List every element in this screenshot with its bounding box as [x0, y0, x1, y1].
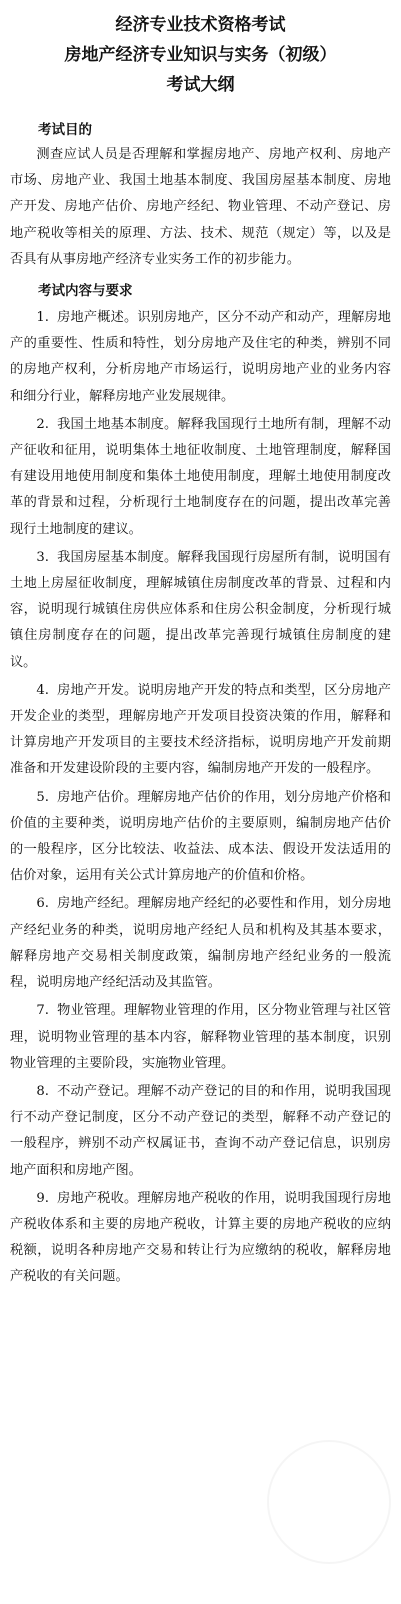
- content-item-4: [10, 678, 391, 783]
- title-line-1: 经济专业技术资格考试: [115, 15, 286, 35]
- item-text: 房地产概述。识别房地产，区分不动产和动产，理解房地产的重要性、性质和特性，划分房地产及住宅的种类，辨别不同的房地产权利，分析房地产市场运行，说明房地产业的业务内容和细分行业，解释房地产业发展规律。: [10, 310, 391, 404]
- content-item-6: [10, 891, 391, 996]
- item-text: 物业管理。理解物业管理的作用，区分物业管理与社区管理，说明物业管理的基本内容，解释物业管理的基本制度，识别物业管理的主要阶段，实施物业管理。: [10, 1003, 391, 1071]
- content-item-9: [10, 1186, 391, 1291]
- content-items: [10, 305, 391, 1291]
- item-number: 9.: [36, 1190, 49, 1206]
- title-line-3: 考试大纲: [166, 75, 235, 95]
- content-item-3: [10, 545, 391, 676]
- content-item-8: [10, 1079, 391, 1184]
- item-text: 不动产登记。理解不动产登记的目的和作用，说明我国现行不动产登记制度，区分不动产登记的类型，解释不动产登记的一般程序，辨别不动产权属证书，查询不动产登记信息，识别房地产面积和房地产图。: [10, 1083, 391, 1178]
- title-block: [10, 10, 391, 100]
- watermark-seal: [267, 1440, 391, 1564]
- item-text: 我国房屋基本制度。解释我国现行房屋所有制，说明国有土地上房屋征收制度，理解城镇住房制度改革的背景、过程和内容，说明现行城镇住房供应体系和住房公积金制度，分析现行城镇住房制度存在的问题，提出改革完善现行城镇住房制度的建议。: [10, 549, 391, 670]
- content-item-1: [10, 305, 391, 410]
- item-number: 3.: [36, 549, 49, 565]
- title-line-2: 房地产经济专业知识与实务（初级）: [64, 45, 337, 65]
- item-number: 7.: [36, 1003, 49, 1019]
- purpose-paragraph: 测查应试人员是否理解和掌握房地产、房地产权利、房地产市场、房地产业、我国土地基本制度、我国房屋基本制度、房地产开发、房地产估价、房地产经纪、物业管理、不动产登记、房地产税收等相关的原理、方法、技术、规范（规定）等，以及是否具有从事房地产经济专业实务工作的初步能力。: [10, 147, 391, 267]
- content-item-5: [10, 785, 391, 890]
- item-text: 房地产开发。说明房地产开发的特点和类型，区分房地产开发企业的类型，理解房地产开发项目投资决策的作用，解释和计算房地产开发项目的主要技术经济指标，说明房地产开发前期准备和开发建设阶段的主要内容，编制房地产开发的一般程序。: [10, 682, 391, 777]
- item-number: 4.: [36, 682, 49, 698]
- item-text: 房地产经纪。理解房地产经纪的必要性和作用，划分房地产经纪业务的种类，说明房地产经纪人员和机构及其基本要求，解释房地产交易相关制度政策，编制房地产经纪业务的一般流程，说明房地产经纪活动及其监管。: [10, 896, 391, 991]
- content-item-7: [10, 998, 391, 1077]
- item-text: 房地产估价。理解房地产估价的作用，划分房地产价格和价值的主要种类，说明房地产估价的主要原则，编制房地产估价的一般程序，区分比较法、收益法、成本法、假设开发法适用的估价对象，运用有关公式计算房地产的价值和价格。: [10, 789, 391, 884]
- item-number: 8.: [36, 1083, 49, 1099]
- item-number: 2.: [36, 416, 49, 432]
- item-number: 5.: [36, 789, 49, 805]
- content-heading: 考试内容与要求: [38, 283, 133, 300]
- item-number: 6.: [36, 896, 49, 912]
- content-item-2: [10, 412, 391, 543]
- item-number: 1.: [36, 310, 49, 326]
- item-text: 房地产税收。理解房地产税收的作用，说明我国现行房地产税收体系和主要的房地产税收，计算主要的房地产税收的应纳税额，说明各种房地产交易和转让行为应缴纳的税收，解释房地产税收的有关问题。: [10, 1190, 391, 1285]
- item-text: 我国土地基本制度。解释我国现行土地所有制，理解不动产征收和征用，说明集体土地征收制度、土地管理制度，解释国有建设用地使用制度和集体土地使用制度，理解土地使用制度改革的背景和过程，分析现行土地制度存在的问题，提出改革完善现行土地制度的建议。: [10, 416, 391, 537]
- purpose-heading: 考试目的: [38, 122, 92, 138]
